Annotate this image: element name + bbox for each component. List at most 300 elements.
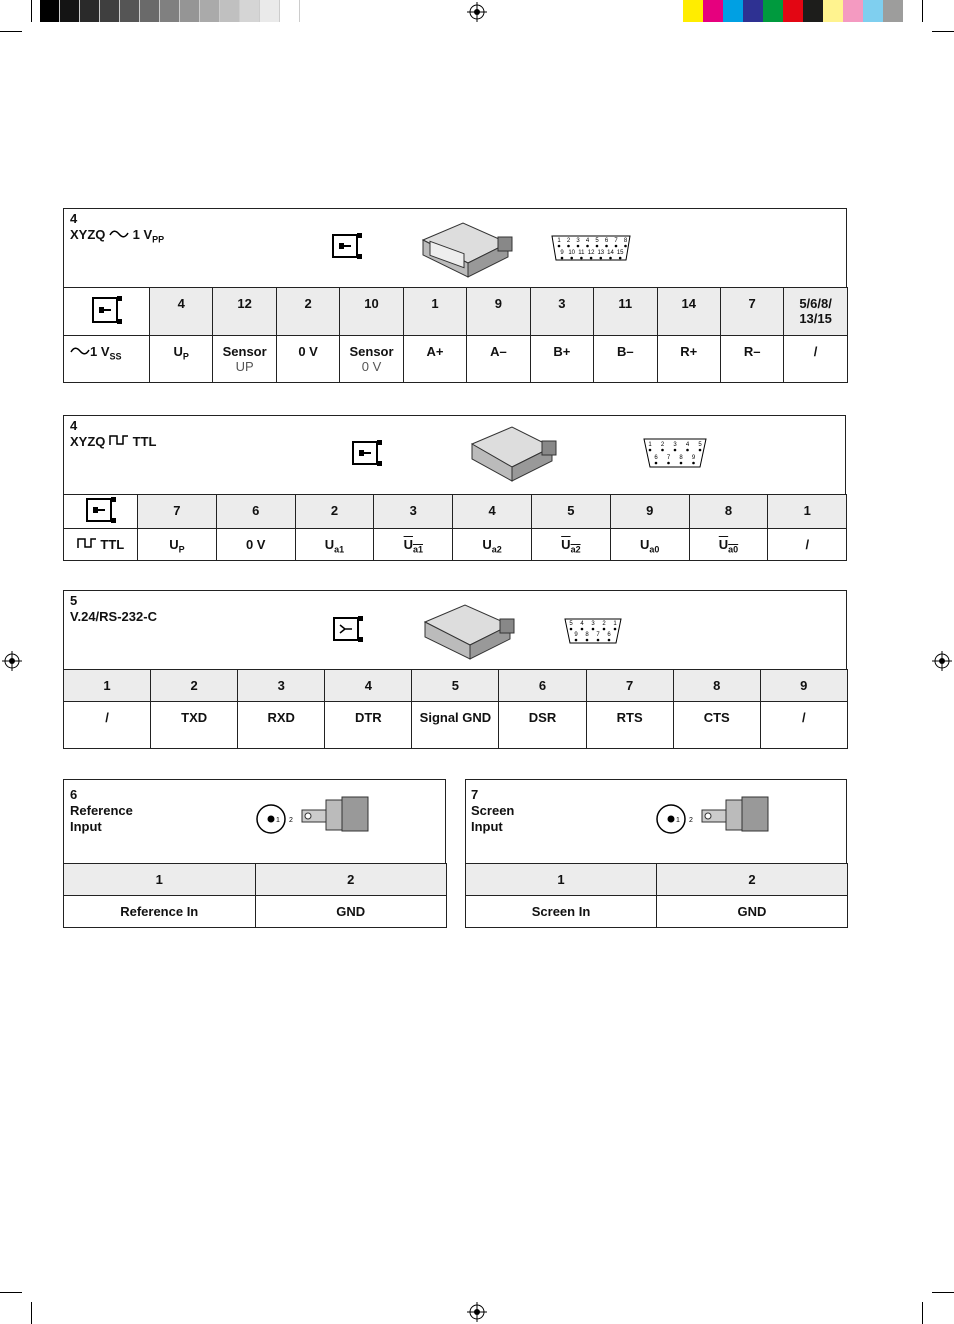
pinout-pin-number: 11 <box>578 250 585 256</box>
pin-number-cell-text: 5 <box>567 503 575 518</box>
signal-cell <box>213 336 276 383</box>
signal-name: / <box>805 537 810 552</box>
pinout-pin-dot <box>624 245 627 248</box>
color-swatch <box>803 0 823 22</box>
section-title: Reference <box>70 803 133 818</box>
signal-cell <box>586 702 673 749</box>
registration-target-icon <box>2 651 22 671</box>
pin-table-screen <box>465 863 848 928</box>
connector-cell <box>64 495 138 529</box>
inverted-signal <box>403 537 423 555</box>
pin-number-cell <box>689 495 768 529</box>
signal-cell <box>403 336 466 383</box>
pin-number-cell-text: 10 <box>364 296 379 311</box>
section-screen-title <box>471 787 514 835</box>
color-swatch <box>783 0 803 22</box>
pin-number-cell <box>467 288 530 336</box>
signal-name: B+ <box>553 344 571 359</box>
pin-number-cell-text: 4 <box>177 296 185 311</box>
dsub-connector-image <box>420 597 520 667</box>
pin-number-cell-text: 2 <box>190 678 198 693</box>
pinout-pin-dot <box>567 245 570 248</box>
pinout-pin-dot <box>561 257 564 260</box>
connector-cell <box>64 288 150 336</box>
pinout-pin-number: 9 <box>560 250 564 256</box>
pinout-pin-number: 1 <box>613 621 617 627</box>
signal-cell-text: RTS <box>616 710 643 725</box>
signal-sub: a0 <box>728 544 739 555</box>
pin-number-cell <box>238 670 325 702</box>
signal-cell <box>374 529 453 561</box>
connector-socket-icon <box>90 295 124 325</box>
pin-number-cell-text: 3 <box>409 503 417 518</box>
signal-name: U <box>639 537 650 552</box>
signal-name: R– <box>743 344 761 359</box>
signal-cell <box>499 702 586 749</box>
pin-number-cell-text: 2 <box>347 872 355 887</box>
inverted-signal <box>561 537 581 555</box>
pinout-pin-dot <box>667 462 670 465</box>
signal-cell-text: Screen In <box>531 904 591 919</box>
9pin-pinout-icon <box>563 617 623 645</box>
pinout-pin-number: 3 <box>591 621 595 627</box>
color-swatch <box>743 0 763 22</box>
pin-number-cell <box>720 288 783 336</box>
pin-number-cell <box>276 288 339 336</box>
pinout-pin-number: 15 <box>616 250 624 256</box>
signal-sub: a1 <box>334 544 345 555</box>
pinout-pin-dot <box>649 449 652 452</box>
pinout-pin-number: 8 <box>623 238 628 244</box>
dsub-connector-image <box>467 419 559 487</box>
signal-name: U <box>561 537 571 552</box>
section-rs232-title <box>70 593 157 625</box>
crop-mark <box>922 0 923 22</box>
pinout-pin-number: 4 <box>685 442 690 448</box>
section-1vpp-title <box>70 211 164 248</box>
pin-number-cell <box>340 288 403 336</box>
pin-number-cell-text: 1 <box>155 872 163 887</box>
pin-number-cell-text: 9 <box>494 296 503 311</box>
section-title: Screen <box>471 803 515 818</box>
pinout-pin-number: 2 <box>660 442 665 448</box>
pin-number-cell <box>466 864 657 896</box>
sine-wave-icon <box>70 346 90 356</box>
pin-number-cell <box>213 288 276 336</box>
connector-socket-icon <box>350 439 384 467</box>
pin-number-cell-text: 5 <box>451 678 460 693</box>
pin-number-cell <box>657 288 720 336</box>
signal-cell <box>255 896 447 928</box>
gray-swatch <box>180 0 200 22</box>
signal-cell <box>610 529 689 561</box>
pinout-pin-number: 4 <box>585 238 590 244</box>
signal-cell <box>784 336 847 383</box>
pinout-pin-dot <box>597 639 600 642</box>
15pin-pinout-icon <box>550 234 632 262</box>
pin-number-cell-text: 2 <box>330 503 339 518</box>
signal-name: U <box>169 537 179 552</box>
pin-number-cell <box>499 670 586 702</box>
pinout-pin-number: 9 <box>691 455 696 461</box>
pin-number-cell-text: 9 <box>646 503 654 518</box>
pin-number-cell <box>760 670 847 702</box>
signal-name: U <box>482 537 492 552</box>
pinout-pin-number: 9 <box>574 632 578 638</box>
signal-level: TTL <box>132 434 157 449</box>
section-number: 6 <box>70 787 78 802</box>
color-swatch <box>883 0 903 22</box>
pin-number-cell <box>403 288 466 336</box>
pin-number-cell-text: 7 <box>748 296 756 311</box>
gray-swatch <box>260 0 280 22</box>
signal-cell <box>466 896 657 928</box>
registration-target-icon <box>932 651 952 671</box>
connector-socket-icon <box>330 232 364 260</box>
pinout-pin-number: 8 <box>679 455 683 461</box>
signal-cell <box>276 336 339 383</box>
gray-swatch <box>120 0 140 22</box>
crop-mark <box>932 31 954 32</box>
pin-number-cell-text: 2 <box>748 872 756 887</box>
pinout-pin-dot <box>674 449 677 452</box>
crop-mark <box>922 1302 923 1324</box>
signal-cell <box>657 336 720 383</box>
gray-swatch <box>160 0 180 22</box>
gray-calibration-bar <box>40 0 300 22</box>
signal-name: B– <box>616 344 634 359</box>
section-number: 4 <box>70 418 78 433</box>
signal-name: U <box>324 537 335 552</box>
pin-number-cell <box>64 864 256 896</box>
gray-swatch <box>80 0 100 22</box>
inverted-signal <box>718 537 739 555</box>
signal-cell-text: DSR <box>528 710 557 725</box>
pinout-pin-dot <box>686 449 689 452</box>
signal-cell-text: CTS <box>703 710 730 725</box>
signal <box>639 537 660 555</box>
bnc-connector-image <box>300 794 372 836</box>
pinout-pin-number: 5 <box>595 238 599 244</box>
gray-swatch <box>200 0 220 22</box>
gray-swatch <box>40 0 60 22</box>
signal-cell <box>325 702 412 749</box>
pin-number-cell <box>255 864 447 896</box>
signal-name: A– <box>490 344 507 359</box>
pin-number-cell <box>610 495 689 529</box>
signal-name: 0 V <box>245 537 266 552</box>
gray-swatch <box>280 0 300 22</box>
pinout-pin-dot <box>586 245 589 248</box>
color-swatch <box>723 0 743 22</box>
pin-number-cell <box>151 670 238 702</box>
connector-socket-icon <box>84 496 118 524</box>
pinout-pin-number: 12 <box>587 250 595 256</box>
signal-name: R+ <box>680 344 698 359</box>
pin-number-cell <box>374 495 453 529</box>
signal-cell <box>689 529 768 561</box>
gray-swatch <box>140 0 160 22</box>
pin-number-cell <box>216 495 295 529</box>
section-number: 4 <box>70 211 78 226</box>
pinout-pin-dot <box>558 245 561 248</box>
pin-number-cell <box>586 670 673 702</box>
pin-number-cell <box>768 495 847 529</box>
section-title: XYZQ <box>70 434 106 449</box>
pin-number-cell-text: 8 <box>724 503 733 518</box>
pin-number-cell <box>531 495 610 529</box>
pin-number-cell-text: 1 <box>103 678 111 693</box>
dsub-connector-image <box>418 215 516 283</box>
signal-cell-text: DTR <box>354 710 382 725</box>
pin-number-cell-text: 1 <box>431 296 439 311</box>
bnc-pinout-icon <box>655 803 699 835</box>
signal-cell-text: GND <box>336 904 366 919</box>
pin-number-cell-text: 12 <box>237 296 252 311</box>
signal-cell <box>238 702 325 749</box>
crop-mark <box>31 0 32 22</box>
signal <box>805 537 809 552</box>
pinout-pin-dot <box>577 245 580 248</box>
signal-type-label: TTL <box>100 537 125 552</box>
pinout-pin-number: 6 <box>607 632 611 638</box>
pinout-pin-dot <box>680 462 683 465</box>
crop-mark <box>0 1292 22 1293</box>
signal-cell <box>295 529 374 561</box>
pinout-pin-number: 1 <box>557 238 561 244</box>
signal-cell <box>768 529 847 561</box>
crop-mark <box>0 31 22 32</box>
pinout-pin-dot <box>570 628 573 631</box>
gray-swatch <box>100 0 120 22</box>
signal-cell <box>453 529 532 561</box>
signal-type-cell <box>64 529 138 561</box>
signal-cell <box>531 529 610 561</box>
signal-name: Sensor <box>349 344 394 359</box>
pinout-pin-number: 3 <box>673 442 677 448</box>
pinout-pin-dot <box>592 628 595 631</box>
signal-cell-text: Signal GND <box>419 710 492 725</box>
pinout-pin-number: 14 <box>607 250 614 256</box>
color-swatch <box>863 0 883 22</box>
pin-number-cell <box>64 670 151 702</box>
signal-cell <box>530 336 593 383</box>
signal <box>246 537 266 552</box>
signal-level: 1 V <box>132 227 153 242</box>
pin-number-cell <box>530 288 593 336</box>
signal-sub: a1 <box>412 544 423 555</box>
pinout-pin-dot <box>590 257 593 260</box>
signal-cell-text: Reference In <box>120 904 199 919</box>
signal-sub: P <box>182 351 189 362</box>
pinout-pin-number: 10 <box>568 250 576 256</box>
pinout-pin-dot <box>580 257 583 260</box>
signal-detail: UP <box>235 359 254 374</box>
pinout-pin-dot <box>605 245 608 248</box>
signal-cell-text: RXD <box>267 710 295 725</box>
pin-number-cell-text: 6 <box>538 678 547 693</box>
section-ttl-header <box>63 415 846 495</box>
pinout-pin-dot <box>586 639 589 642</box>
signal-cell-text: / <box>801 710 806 725</box>
color-swatch <box>823 0 843 22</box>
pin-number-cell <box>138 495 217 529</box>
signal-cell <box>138 529 217 561</box>
section-ttl-title <box>70 418 156 450</box>
pin-number-cell-text: 2 <box>304 296 312 311</box>
pin-table-rs232 <box>63 669 848 749</box>
pin-number-cell-text: 4 <box>364 678 372 693</box>
pinout-pin-dot <box>575 639 578 642</box>
color-calibration-bar <box>683 0 903 22</box>
pin-number-cell-text: 1 <box>557 872 565 887</box>
gray-swatch <box>240 0 260 22</box>
pinout-pin-dot <box>614 628 617 631</box>
signal-cell <box>340 336 403 383</box>
pinout-pin-number: 3 <box>576 238 580 244</box>
color-swatch <box>683 0 703 22</box>
signal-cell <box>64 702 151 749</box>
pinout-pin-dot <box>619 257 622 260</box>
pinout-pin-number: 7 <box>666 455 671 461</box>
pin-table-reference <box>63 863 447 928</box>
pin-number-cell <box>295 495 374 529</box>
pin-number-cell <box>412 670 499 702</box>
signal-name: A+ <box>426 344 444 359</box>
signal-cell-text: GND <box>737 904 767 919</box>
pin-number-cell-text: 11 <box>618 296 633 311</box>
pin-number-cell-text: 14 <box>681 296 696 311</box>
pinout-pin-number: 6 <box>604 238 609 244</box>
signal-cell <box>64 896 256 928</box>
signal-cell-text: TXD <box>181 710 208 725</box>
pin-number-cell-text: 3 <box>558 296 566 311</box>
pin-number-cell-text: 1 <box>803 503 811 518</box>
pinout-pin-number: 8 <box>585 632 589 638</box>
signal-cell <box>150 336 213 383</box>
signal-name: Sensor <box>222 344 267 359</box>
bnc-pin-1-label: 1 <box>676 817 680 824</box>
gray-swatch <box>60 0 80 22</box>
crop-mark <box>31 1302 32 1324</box>
signal-name: U <box>173 344 183 359</box>
pin-number-cell-text: 3 <box>277 678 285 693</box>
9pin-pinout-icon <box>642 437 708 469</box>
pinout-pin-number: 6 <box>654 455 658 461</box>
bnc-pin-2-label: 2 <box>289 817 293 824</box>
signal-type-sub: SS <box>109 351 122 362</box>
signal-cell <box>151 702 238 749</box>
pin-number-cell-text: 9 <box>800 678 808 693</box>
pin-number-cell <box>784 288 847 336</box>
registration-target-icon <box>467 1302 487 1322</box>
signal-name: U <box>718 537 729 552</box>
pin-number-cell-text: 7 <box>173 503 181 518</box>
signal-type-label: 1 V <box>90 344 110 359</box>
pin-number-cell <box>657 864 848 896</box>
signal-cell <box>673 702 760 749</box>
pinout-pin-dot <box>692 462 695 465</box>
signal <box>169 537 185 555</box>
signal-cell <box>760 702 847 749</box>
pinout-pin-dot <box>615 245 618 248</box>
bnc-pin-2-label: 2 <box>689 817 693 824</box>
pin-number-cell-text: 5/6/8/ 13/15 <box>799 296 832 326</box>
color-swatch <box>763 0 783 22</box>
pinout-pin-dot <box>596 245 599 248</box>
pinout-pin-number: 5 <box>698 442 702 448</box>
pinout-pin-dot <box>603 628 606 631</box>
pinout-pin-dot <box>581 628 584 631</box>
signal-level-sub: PP <box>152 234 165 245</box>
signal-sub: a2 <box>570 544 581 555</box>
section-title: XYZQ <box>70 227 106 242</box>
signal <box>482 537 502 555</box>
pinout-pin-dot <box>570 257 573 260</box>
color-swatch <box>703 0 723 22</box>
signal-cell <box>594 336 657 383</box>
section-title-line2: Input <box>70 819 102 834</box>
signal-cell <box>720 336 783 383</box>
pin-number-cell-text: 4 <box>488 503 496 518</box>
signal-name: / <box>813 344 818 359</box>
signal-cell <box>657 896 848 928</box>
signal-detail: 0 V <box>361 359 382 374</box>
registration-target-icon <box>467 2 487 22</box>
pinout-pin-dot <box>600 257 603 260</box>
pinout-pin-number: 7 <box>596 632 600 638</box>
crop-mark <box>932 1292 954 1293</box>
signal-name: U <box>403 537 413 552</box>
signal-cell <box>412 702 499 749</box>
signal-sub: a0 <box>649 544 660 555</box>
section-title: V.24/RS-232-C <box>70 609 157 624</box>
pin-number-cell <box>150 288 213 336</box>
pinout-pin-dot <box>609 257 612 260</box>
color-swatch <box>843 0 863 22</box>
signal-sub: a2 <box>491 544 502 555</box>
pinout-pin-dot <box>655 462 658 465</box>
signal-type-cell <box>64 336 150 383</box>
pinout-pin-number: 13 <box>597 250 605 256</box>
gray-swatch <box>220 0 240 22</box>
signal-cell <box>467 336 530 383</box>
signal-name: 0 V <box>298 344 318 359</box>
signal-sub: P <box>178 544 185 555</box>
bnc-pinout-icon <box>255 803 299 835</box>
connector-plug-icon <box>331 615 365 643</box>
pin-number-cell <box>453 495 532 529</box>
pinout-pin-number: 1 <box>648 442 652 448</box>
pinout-pin-dot <box>661 449 664 452</box>
pinout-pin-number: 2 <box>566 238 571 244</box>
pin-number-cell <box>673 670 760 702</box>
section-number: 5 <box>70 593 78 608</box>
pin-table-1vpp <box>63 287 848 383</box>
square-wave-icon <box>77 537 97 549</box>
signal-cell <box>216 529 295 561</box>
sine-wave-icon <box>109 229 129 239</box>
pinout-pin-dot <box>699 449 702 452</box>
pinout-pin-number: 5 <box>569 621 573 627</box>
pin-number-cell <box>594 288 657 336</box>
pinout-pin-number: 4 <box>580 621 584 627</box>
square-wave-icon <box>109 434 129 446</box>
signal-cell-text: / <box>105 710 109 725</box>
section-reference-title <box>70 787 133 835</box>
signal <box>324 537 345 555</box>
pin-table-ttl <box>63 494 847 561</box>
